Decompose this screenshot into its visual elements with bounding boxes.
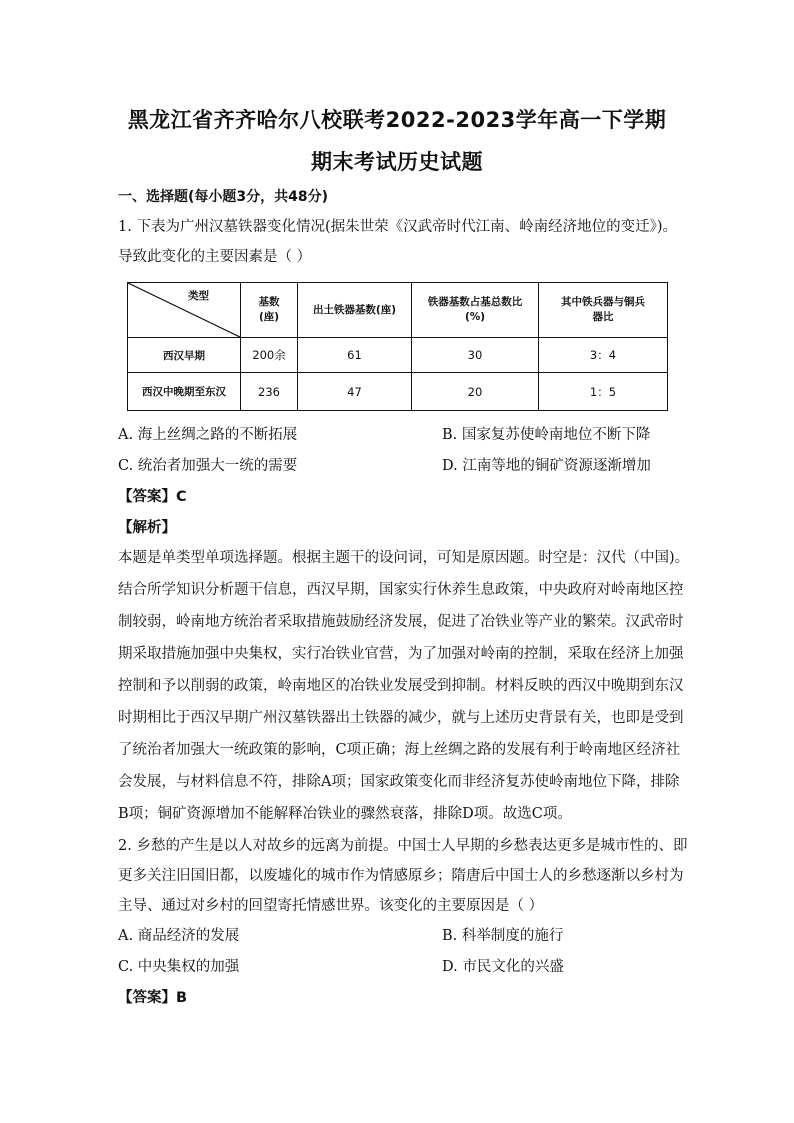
table-cell: 236: [241, 373, 298, 411]
q2-option-d[interactable]: D. 市民文化的兴盛: [442, 959, 564, 975]
table-cell: 47: [298, 373, 412, 411]
q1-option-c[interactable]: C. 统治者加强大一统的需要: [118, 458, 298, 474]
diagonal-divider: [128, 283, 240, 337]
table-row-label: 西汉早期: [128, 338, 241, 373]
table-cell: 1：5: [539, 373, 668, 411]
q1-analysis-label: 【解析】: [118, 520, 176, 536]
table-row: [128, 338, 668, 373]
q1-option-a[interactable]: A. 海上丝绸之路的不断拓展: [118, 427, 298, 443]
q2-option-c[interactable]: C. 中央集权的加强: [118, 959, 240, 975]
table-header-base-count: 基数 (座): [241, 283, 298, 338]
q1-analysis-line: 会发展，与材料信息不符，排除A项；国家政策变化而非经济复苏使岭南地位下降，排除: [118, 774, 680, 790]
q2-stem-line2: 更多关注旧国旧都，以废墟化的城市作为情感原乡；隋唐后中国士人的乡愁逐渐以乡村为: [118, 868, 684, 884]
table-corner-label: 类型: [188, 290, 209, 302]
table-header-iron-ratio: 铁器基数占基总数比 (%): [412, 283, 539, 338]
q1-option-b[interactable]: B. 国家复苏使岭南地位不断下降: [442, 427, 651, 443]
q2-option-a[interactable]: A. 商品经济的发展: [118, 928, 240, 944]
table-header-weapon-ratio: 其中铁兵器与铜兵 器比: [539, 283, 668, 338]
q1-answer: 【答案】C: [118, 489, 187, 505]
section-heading: 一、选择题(每小题3分，共48分): [118, 189, 329, 205]
table-cell: 61: [298, 338, 412, 373]
q2-stem-line1: 2. 乡愁的产生是以人对故乡的远离为前提。中国士人早期的乡愁表达更多是城市性的、即: [118, 838, 688, 854]
q1-analysis-line: 了统治者加强大一统政策的影响，C项正确；海上丝绸之路的发展有利于岭南地区经济社: [118, 742, 681, 758]
q1-data-table: [127, 282, 668, 411]
q1-option-d[interactable]: D. 江南等地的铜矿资源逐渐增加: [442, 458, 651, 474]
q1-analysis-line: 本题是单类型单项选择题。根据主题干的设问词，可知是原因题。时空是：汉代（中国)。: [118, 550, 690, 566]
q2-option-b[interactable]: B. 科举制度的施行: [442, 928, 564, 944]
table-corner-cell: [128, 283, 241, 338]
exam-title-line2: 期末考试历史试题: [311, 150, 483, 174]
q1-analysis-line: 控制和予以削弱的政策，岭南地区的冶铁业发展受到抑制。材料反映的西汉中晚期到东汉: [118, 678, 684, 694]
q2-stem-line3: 主导、通过对乡村的回望寄托情感世界。该变化的主要原因是（ ）: [118, 898, 544, 914]
q1-analysis-line: 结合所学知识分析题干信息，西汉早期，国家实行休养生息政策，中央政府对岭南地区控: [118, 582, 684, 598]
q1-stem-line2: 导致此变化的主要因素是（ ）: [118, 249, 312, 265]
table-row-label: 西汉中晚期至东汉: [128, 373, 241, 411]
table-cell: 30: [412, 338, 539, 373]
table-cell: 20: [412, 373, 539, 411]
q1-analysis-line: 时期相比于西汉早期广州汉墓铁器出土铁器的减少，就与上述历史背景有关，也即是受到: [118, 710, 684, 726]
q2-answer: 【答案】B: [118, 990, 188, 1006]
table-cell: 200余: [241, 338, 298, 373]
table-row: [128, 373, 668, 411]
q1-analysis-line: 期采取措施加强中央集权，实行冶铁业官营，为了加强对岭南的控制，采取在经济上加强: [118, 646, 684, 662]
table-cell: 3：4: [539, 338, 668, 373]
table-header-row: [128, 283, 668, 338]
q1-stem-line1: 1. 下表为广州汉墓铁器变化情况(据朱世荣《汉武帝时代江南、岭南经济地位的变迁》)。: [118, 219, 678, 235]
q1-analysis-line: 制较弱，岭南地方统治者采取措施鼓励经济发展，促进了冶铁业等产业的繁荣。汉武帝时: [118, 614, 684, 630]
table-header-iron-count: 出土铁器基数(座): [298, 283, 412, 338]
q1-analysis-line: B项；铜矿资源增加不能解释冶铁业的骤然衰落，排除D项。故选C项。: [118, 806, 572, 822]
exam-title-line1: 黑龙江省齐齐哈尔八校联考2022-2023学年高一下学期: [127, 108, 667, 132]
